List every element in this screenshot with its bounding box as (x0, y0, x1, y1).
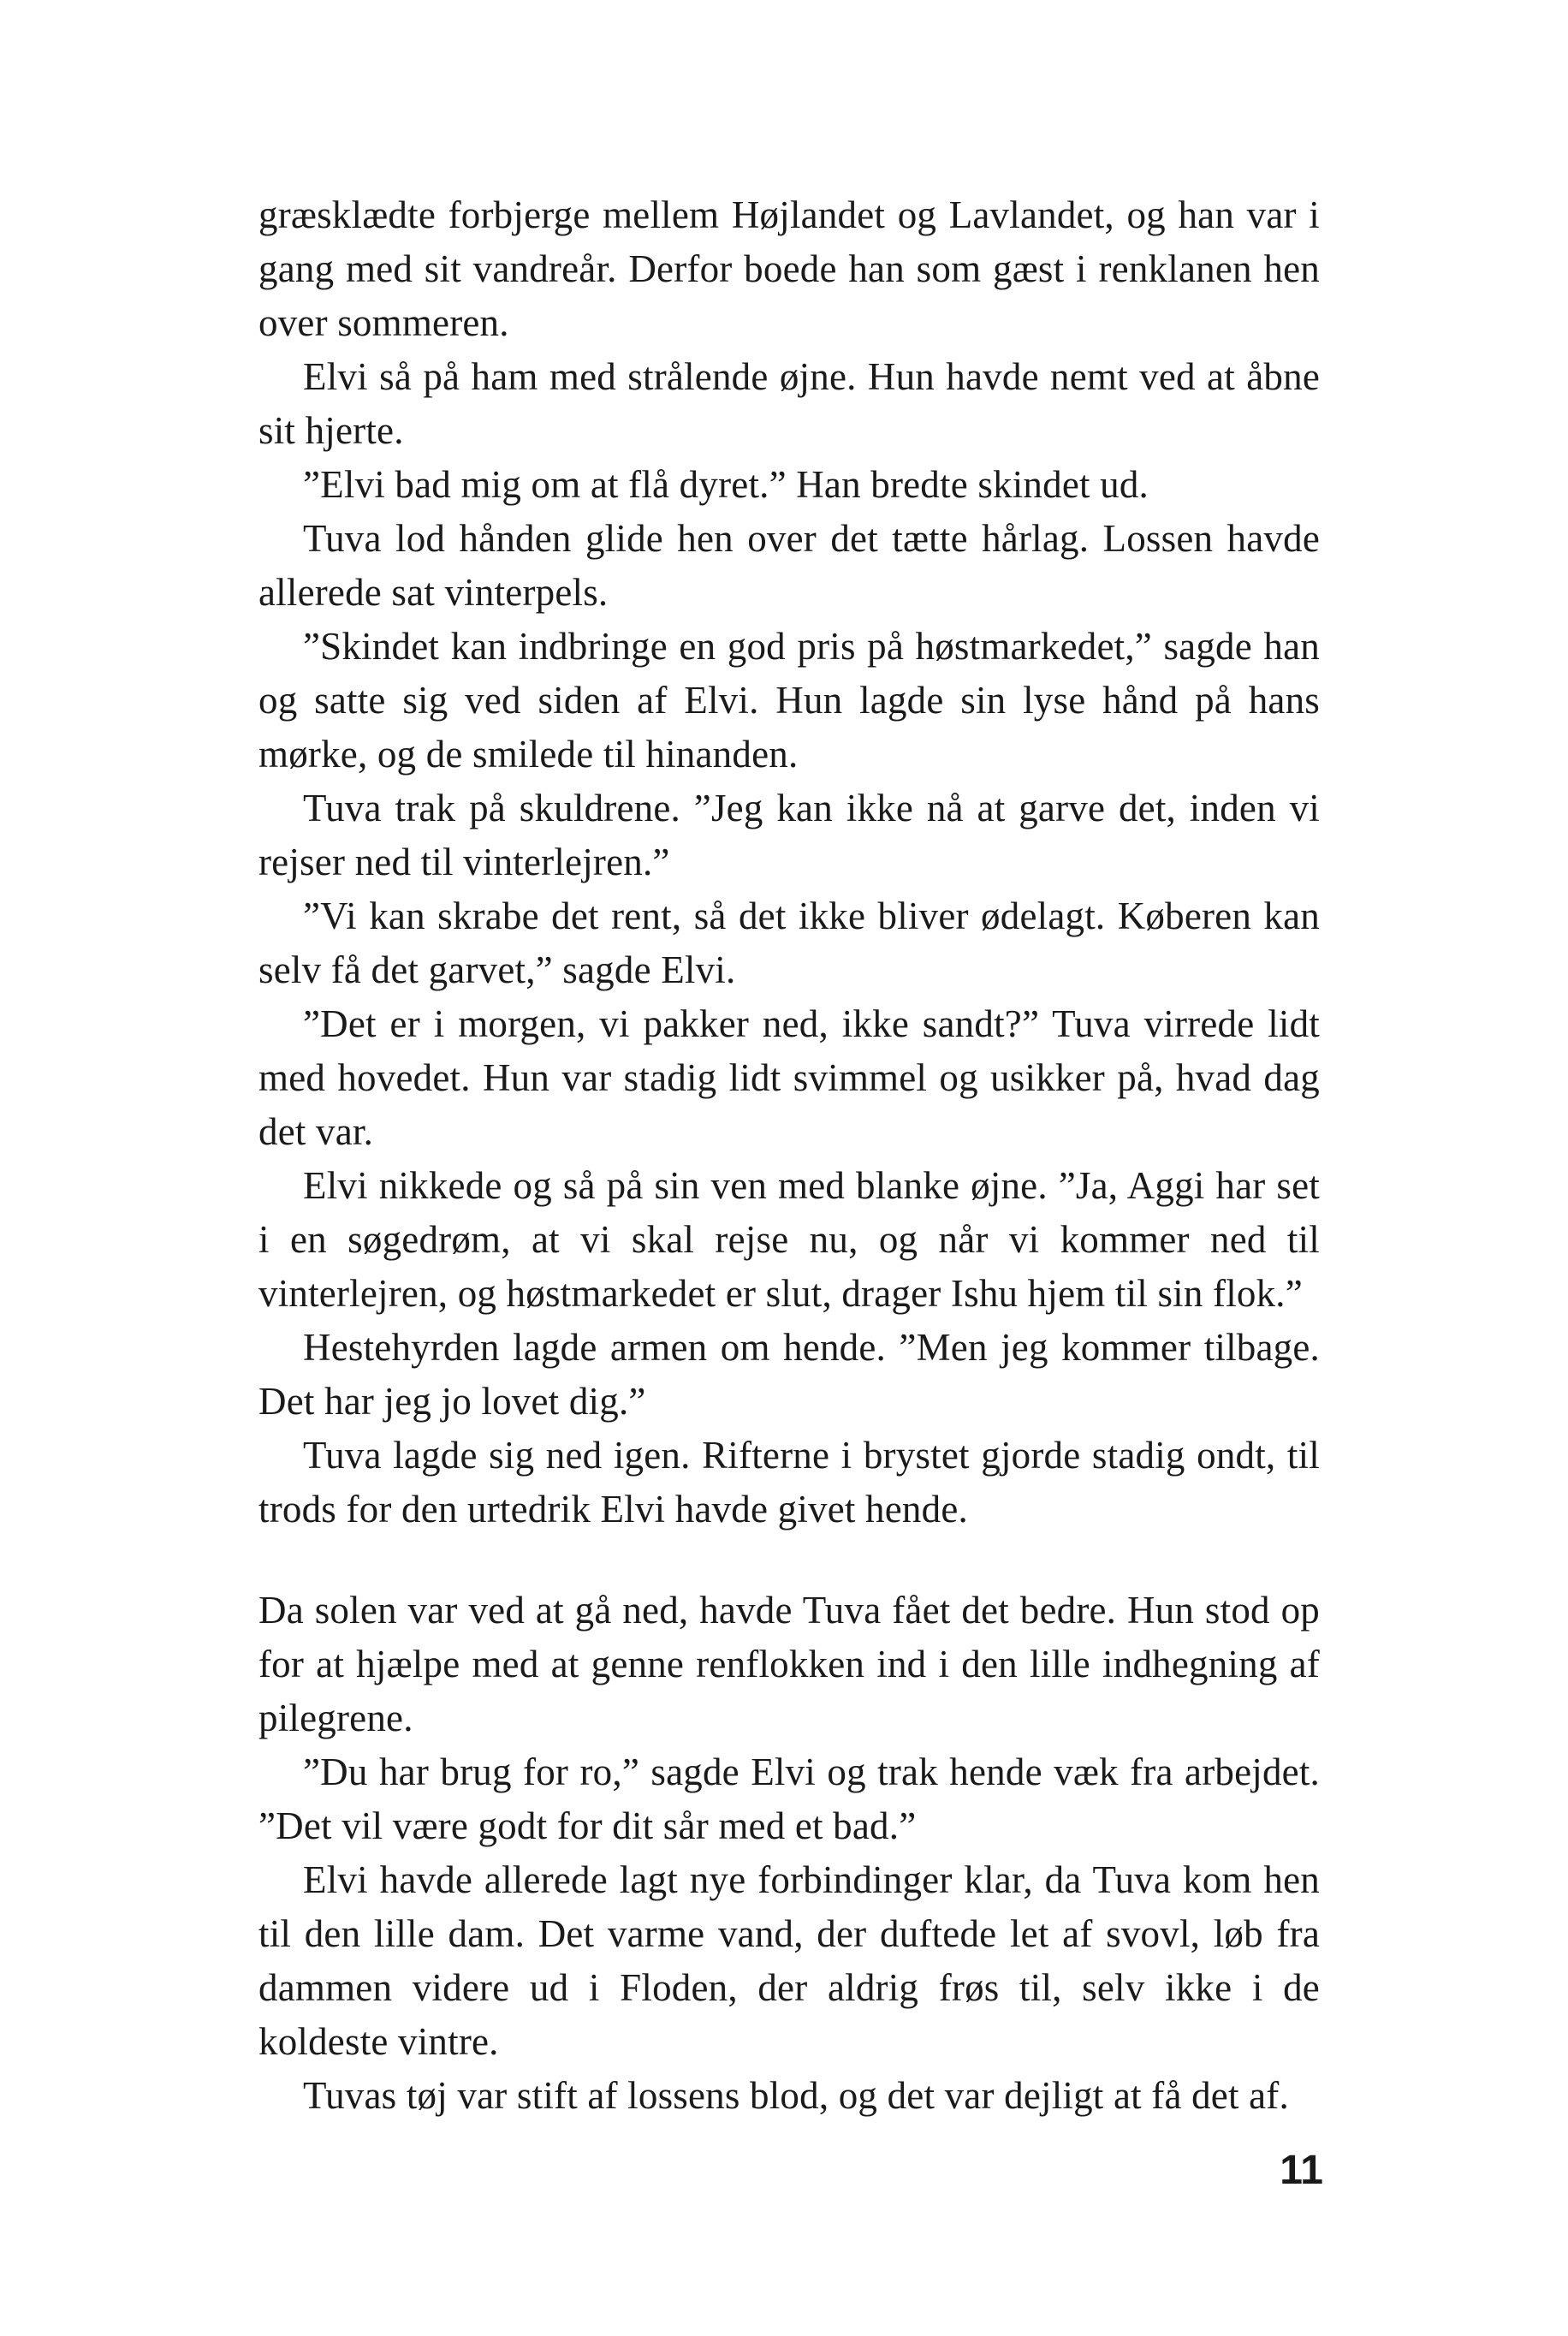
paragraph: Da solen var ved at gå ned, havde Tuva fået det bedre. Hun stod op for at hjælpe med at genne renflokken ind i den lille indhegning af pilegrene. (258, 1589, 1320, 1739)
paragraph: ”Du har brug for ro,” sagde Elvi og trak hende væk fra arbejdet. ”Det vil være godt for dit sår med et bad.” (258, 1751, 1320, 1847)
paragraph: ”Vi kan skrabe det rent, så det ikke bliver ødelagt. Køberen kan selv få det garvet,” sagde Elvi. (258, 895, 1320, 991)
paragraph: ”Skindet kan indbringe en god pris på høstmarkedet,” sagde han og satte sig ved siden af Elvi. Hun lagde sin lyse hånd på hans mørke, og de smilede til hinanden. (258, 625, 1320, 776)
paragraph: Hestehyrden lagde armen om hende. ”Men jeg kommer tilbage. Det har jeg jo lovet dig.” (258, 1326, 1320, 1423)
text-section-1 (258, 188, 1320, 1537)
paragraph: Tuva lod hånden glide hen over det tætte hårlag. Lossen havde allerede sat vinterpels. (258, 517, 1320, 614)
paragraph: Elvi nikkede og så på sin ven med blanke øjne. ”Ja, Aggi har set i en søgedrøm, at vi skal rejse nu, og når vi kommer ned til vinterlejren, og høstmarkedet er slut, drager Ishu hjem til sin flok.” (258, 1164, 1320, 1315)
text-section-2 (258, 1584, 1320, 2123)
paragraph: græsklædte forbjerge mellem Højlandet og Lavlandet, og han var i gang med sit vandreår. Derfor boede han som gæst i renklanen hen over sommeren. (258, 193, 1320, 344)
paragraph: ”Elvi bad mig om at flå dyret.” Han bredte skindet ud. (303, 463, 1149, 506)
paragraph: Tuva lagde sig ned igen. Rifterne i brystet gjorde stadig ondt, til trods for den urtedrik Elvi havde givet hende. (258, 1434, 1320, 1531)
paragraph: Elvi så på ham med strålende øjne. Hun havde nemt ved at åbne sit hjerte. (258, 355, 1320, 452)
paragraph: ”Det er i morgen, vi pakker ned, ikke sandt?” Tuva virrede lidt med hovedet. Hun var stadig lidt svimmel og usikker på, hvad dag det var. (258, 1002, 1320, 1153)
paragraph: Tuvas tøj var stift af lossens blod, og det var dejligt at få det af. (303, 2074, 1289, 2117)
paragraph: Tuva trak på skuldrene. ”Jeg kan ikke nå at garve det, inden vi rejser ned til vinterlejren.” (258, 787, 1320, 883)
paragraph: Elvi havde allerede lagt nye forbindinger klar, da Tuva kom hen til den lille dam. Det varme vand, der duftede let af svovl, løb fra dammen videre ud i Floden, der aldrig frøs til, selv ikke i de koldeste vintre. (258, 1858, 1320, 2063)
page-number: 11 (1280, 2148, 1323, 2193)
